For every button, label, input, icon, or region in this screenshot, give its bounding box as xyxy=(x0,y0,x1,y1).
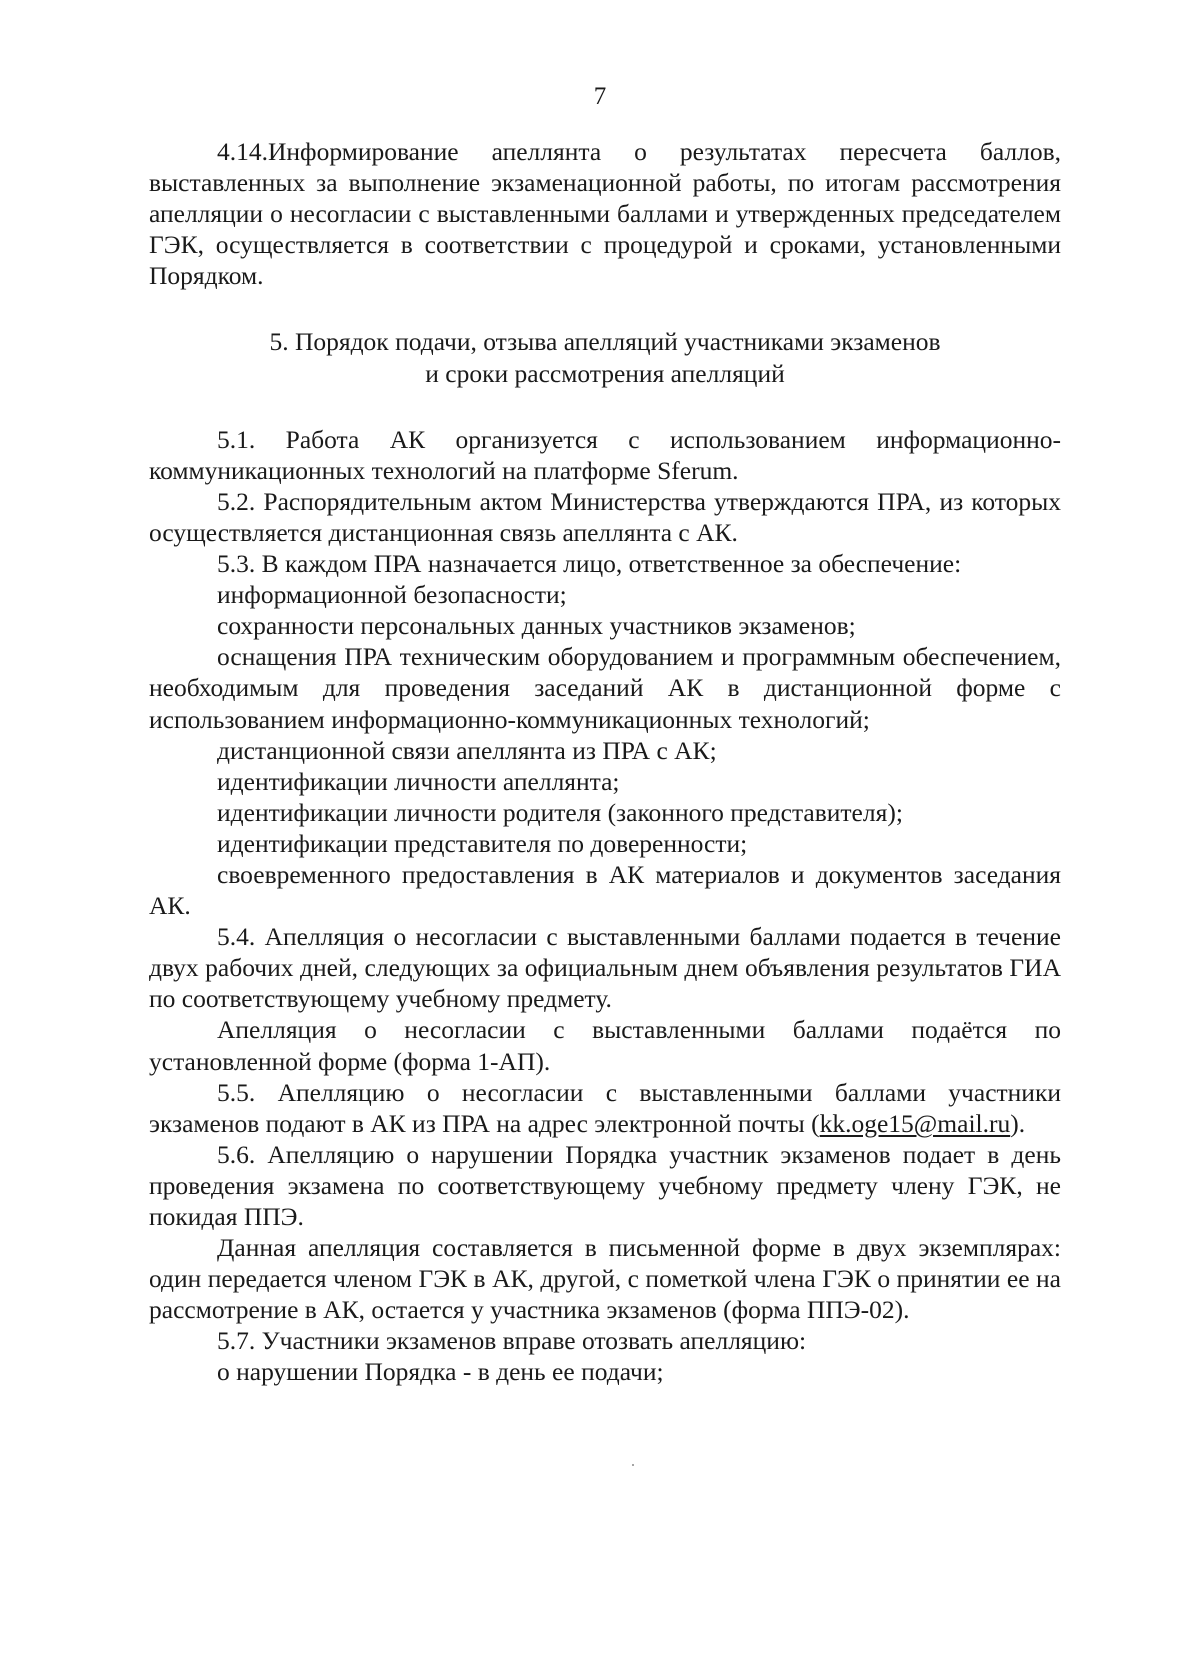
document-body xyxy=(149,136,1061,1388)
paragraph-5-5-end: ). xyxy=(1010,1108,1026,1138)
paragraph-4-14: 4.14.Информирование апеллянта о результатах пересчета баллов, выставленных за выполнение экзаменационной работы, по итогам рассмотрения апелляции о несогласии с выставленными баллами и утвержденных председателем ГЭК, осуществляется в соответствии с процедурой и сроками, установленными Порядком. xyxy=(149,137,1061,291)
paragraph-5-3: 5.3. В каждом ПРА назначается лицо, ответственное за обеспечение: xyxy=(217,549,962,579)
paragraph-5-4-form: Апелляция о несогласии с выставленными баллами подаётся по установленной форме (форма 1-АП). xyxy=(149,1015,1061,1076)
section-5-heading-line-2: и сроки рассмотрения апелляций xyxy=(425,358,785,388)
paragraph-5-7-item: о нарушении Порядка - в день ее подачи; xyxy=(217,1357,664,1387)
paragraph-5-4: 5.4. Апелляция о несогласии с выставленными баллами подается в течение двух рабочих дней, следующих за официальным днем объявления результатов ГИА по соответствующему учебному предмету. xyxy=(149,922,1061,1014)
paragraph-5-2: 5.2. Распорядительным актом Министерства утверждаются ПРА, из которых осуществляется дистанционная связь апеллянта с АК. xyxy=(149,486,1061,547)
list-item: дистанционной связи апеллянта из ПРА с АК; xyxy=(217,735,717,765)
list-item: оснащения ПРА техническим оборудованием и программным обеспечением, необходимым для проведения заседаний АК в дистанционной форме с использованием информационно-коммуникационных технологий; xyxy=(149,642,1061,734)
paragraph-5-5-text: 5.5. Апелляцию о несогласии с выставленными баллами участники экзаменов подают в АК из ПРА на адрес электронной почты ( xyxy=(149,1077,1061,1138)
paragraph-5-1: 5.1. Работа АК организуется с использованием информационно-коммуникационных технологий на платформе Sferum. xyxy=(149,424,1061,485)
paragraph-5-6: 5.6. Апелляцию о нарушении Порядка участник экзаменов подает в день проведения экзамена по соответствующему учебному предмету члену ГЭК, не покидая ППЭ. xyxy=(149,1139,1061,1231)
list-item: идентификации представителя по доверенности; xyxy=(217,828,748,858)
list-item: сохранности персональных данных участников экзаменов; xyxy=(217,611,856,641)
email-link[interactable]: kk.oge15@mail.ru xyxy=(819,1108,1011,1138)
paragraph-5-6-details: Данная апелляция составляется в письменной форме в двух экземплярах: один передается членом ГЭК в АК, другой, с пометкой члена ГЭК о принятии ее на рассмотрение в АК, остается у участника экзаменов (форма ППЭ-02). xyxy=(149,1233,1061,1325)
section-5-heading-line-1: 5. Порядок подачи, отзыва апелляций участниками экзаменов xyxy=(269,327,941,357)
list-item: информационной безопасности; xyxy=(217,580,567,610)
page-number: 7 xyxy=(593,83,607,110)
paragraph-5-7: 5.7. Участники экзаменов вправе отозвать апелляцию: xyxy=(217,1326,807,1356)
list-item: своевременного предоставления в АК материалов и документов заседания АК. xyxy=(149,859,1061,921)
list-item: идентификации личности апеллянта; xyxy=(217,766,620,796)
scan-speck xyxy=(632,1464,634,1466)
list-item: идентификации личности родителя (законного представителя); xyxy=(217,797,903,827)
paragraph-5-5 xyxy=(149,1077,1061,1139)
